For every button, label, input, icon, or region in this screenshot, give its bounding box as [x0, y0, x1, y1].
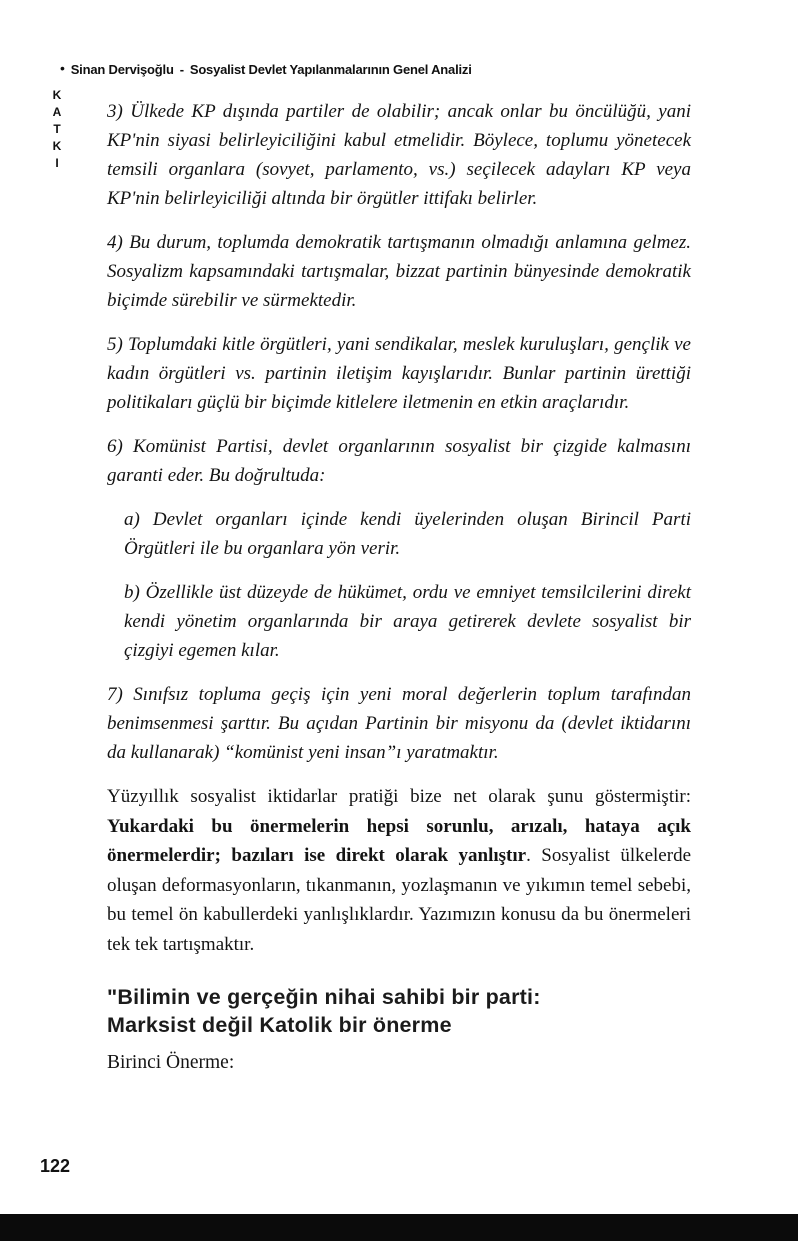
paragraph-7: 7) Sınıfsız topluma geçiş için yeni moral değerlerin toplum tarafından benimsenmesi şarttır. Bu açıdan Partinin bir misyonu da (devlet iktidarını da kullanarak) “komünist yeni insan”ı yaratmaktır.: [107, 684, 691, 763]
header-separator: -: [179, 62, 184, 77]
paragraph-4: 4) Bu durum, toplumda demokratik tartışmanın olmadığı anlamına gelmez. Sosyalizm kapsamındaki tartışmalar, bizzat partinin bünyesinde demokratik biçimde sürebilir ve sürmektedir.: [107, 232, 691, 311]
paragraph-6: 6) Komünist Partisi, devlet organlarının sosyalist bir çizgide kalmasını garanti eder. Bu doğrultuda:: [107, 436, 691, 486]
header-article-title: Sosyalist Devlet Yapılanmalarının Genel Analizi: [189, 62, 472, 77]
header-bullet-icon: •: [60, 60, 65, 76]
paragraph-6a: a) Devlet organları içinde kendi üyelerinden oluşan Birincil Parti Örgütleri ile bu organlara yön verir.: [124, 509, 691, 559]
closing-part-1: Yüzyıllık sosyalist iktidarlar pratiği bize net olarak şunu göstermiştir:: [107, 786, 691, 807]
header-author: Sinan Dervişoğlu: [70, 62, 174, 77]
paragraph-5: 5) Toplumdaki kitle örgütleri, yani sendikalar, meslek kuruluşları, gençlik ve kadın örgütleri vs. partinin iletişim kayışlarıdır. Bunlar partinin ürettiği politikaları güçlü bir biçimde kitlelere iletmenin en etkin araçlarıdır.: [107, 334, 691, 413]
text-column: [107, 97, 691, 1074]
paragraph-6b: b) Özellikle üst düzeyde de hükümet, ordu ve emniyet temsilcilerini direkt kendi yönetim organlarında bir araya getirerek devlete sosyalist bir çizgiyi egemen kılar.: [124, 582, 691, 661]
first-premise-label: Birinci Önerme:: [107, 1052, 235, 1073]
closing-part-bold: Yukardaki bu önermelerin hepsi sorunlu, arızalı, hataya açık önermelerdir; bazıları ise direkt olarak yanlıştır: [107, 815, 691, 866]
bottom-bar: [0, 1214, 798, 1241]
section-side-label: KATKI: [50, 88, 64, 173]
section-heading-line-2: Marksist değil Katolik bir önerme: [107, 1013, 452, 1037]
closing-part-3: . Sosyalist ülkelerde oluşan deformasyonların, tıkanmanın, yozlaşmanın ve yıkımın temel sebebi, bu temel ön kabullerdeki yanlışlıklardır. Yazımızın konusu da bu önermeleri tek tek tartışmaktır.: [107, 845, 691, 955]
paragraph-3: 3) Ülkede KP dışında partiler de olabilir; ancak onlar bu öncülüğü, yani KP'nin siyasi belirleyiciliğini kabul etmelidir. Böylece, toplumu yönetecek temsili organlara (sovyet, parlamento, vs.) seçilecek adayları KP veya KP'nin belirleyiciliği altında bir örgütler ittifakı belirler.: [107, 101, 691, 209]
section-heading: [107, 983, 691, 1039]
running-header: [60, 61, 472, 77]
closing-paragraph: [107, 782, 691, 959]
section-heading-line-1: "Bilimin ve gerçeğin nihai sahibi bir parti:: [107, 985, 541, 1009]
page-number: 122: [40, 1156, 71, 1176]
